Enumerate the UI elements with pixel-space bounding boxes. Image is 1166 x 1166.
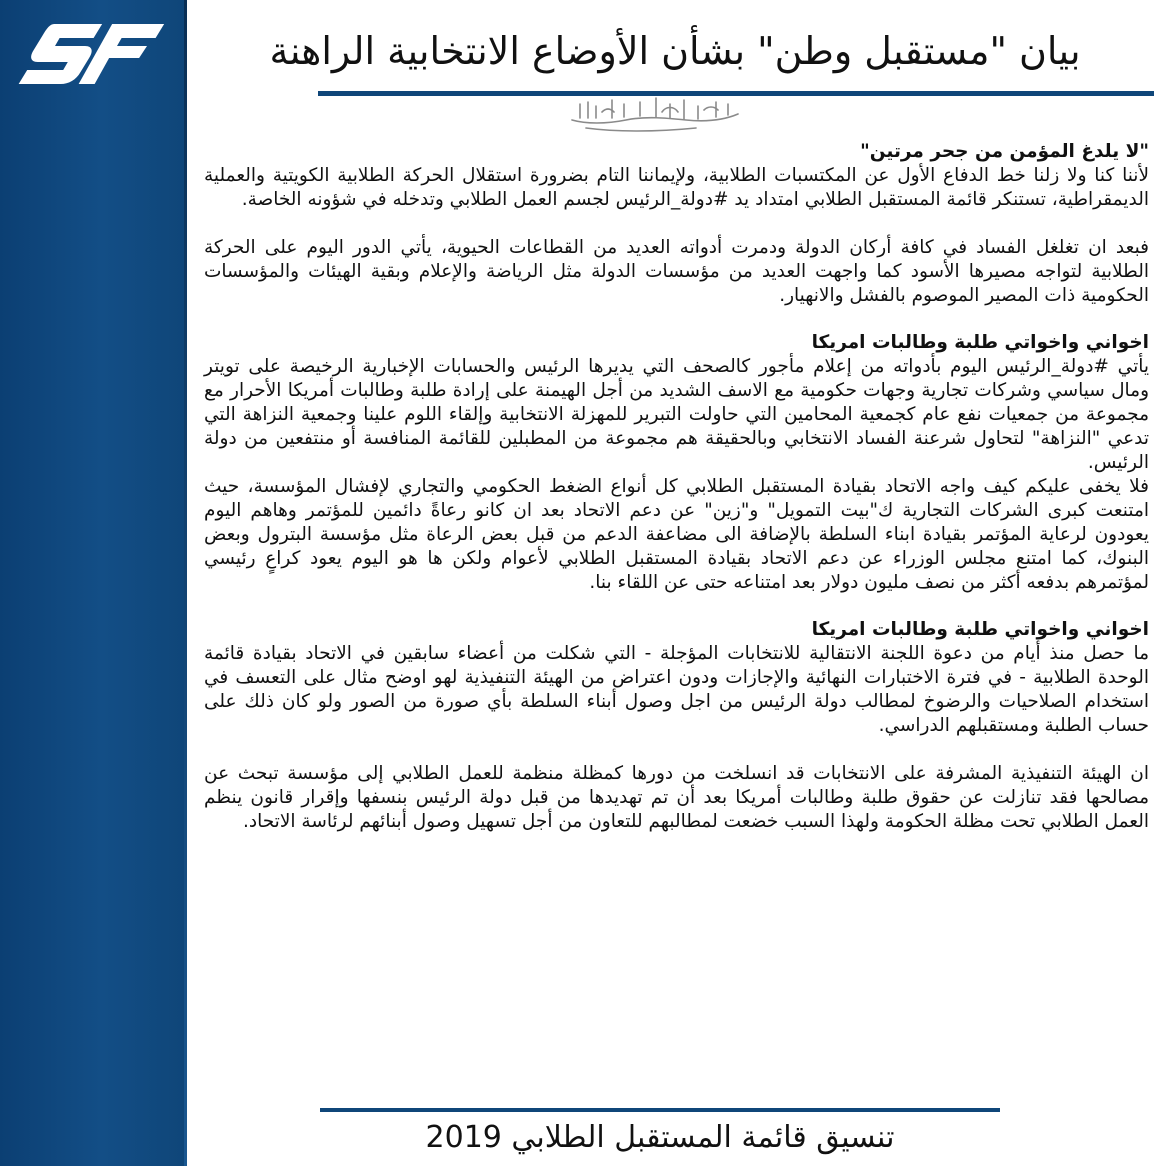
section-heading: اخواني واخواتي طلبة وطالبات امريكا bbox=[811, 332, 1149, 354]
basmala-calligraphy bbox=[566, 90, 744, 134]
sidebar-panel bbox=[0, 0, 184, 1166]
section-paragraph: يأتي #دولة_الرئيس اليوم بأدواته من إعلام مأجور كالصحف التي يديرها الرئيس والحسابات الإخبارية الرخيصة على تويتر ومال سياسي وشركات تجارية وجهات حكومية مع الاسف الشديد من أجل الهيمنة على إرادة طلبة وطالبات أمريكا الأحرار مع مجموعة من جمعيات نفع عام كجمعية المحامين التي حاولت التبرير للمهزلة الانتخابية وإلقاء اللوم علينا وجمعية النزاهة التي تدعي "النزاهة" لتحاول شرعنة الفساد الانتخابي وبالحقيقة هم مجموعة من المطبلين للقائمة المنافسة أو منتفعين من دولة الرئيس. bbox=[204, 356, 1149, 473]
section-heading: اخواني واخواتي طلبة وطالبات امريكا bbox=[811, 619, 1149, 641]
statement-title: بيان "مستقبل وطن" بشأن الأوضاع الانتخابية الراهنة bbox=[269, 29, 1081, 73]
section-paragraph: ان الهيئة التنفيذية المشرفة على الانتخابات قد انسلخت من دورها كمظلة منظمة للعمل الطلابي إلى مؤسسة تبحث عن مصالحها فقد تنازلت عن حقوق طلبة وطالبات أمريكا بعد أن تم تهديدها من قبل دولة الرئيس بنسفها وإقرار قانون ينظم العمل الطلابي تحت مظلة الحكومة ولهذا السبب خضعت لمطالبهم للتعاون من أجل تسهيل وصول أبنائهم لرئاسة الاتحاد. bbox=[204, 762, 1149, 832]
section-paragraph: لأننا كنا ولا زلنا خط الدفاع الأول عن المكتسبات الطلابية، ولإيماننا التام بضرورة استقلال الحركة الطلابية الكويتية والعملية الديمقراطية، تستنكر قائمة المستقبل الطلابي امتداد يد #دولة_الرئيس لجسم العمل الطلابي وتدخله في شؤونه الخاصة. bbox=[204, 164, 1149, 210]
statement-body bbox=[204, 140, 1149, 834]
footer-rule bbox=[320, 1108, 1000, 1112]
statement-header bbox=[200, 22, 1150, 86]
sidebar-edge bbox=[184, 0, 187, 1166]
sf-logo bbox=[14, 6, 174, 102]
section-paragraph: فلا يخفى عليكم كيف واجه الاتحاد بقيادة المستقبل الطلابي كل أنواع الضغط الحكومي والتجاري لإفشال المؤسسة، حيث امتنعت كبرى الشركات التجارية ك"بيت التمويل" و"زين" عن دعم الاتحاد بعد ان كانو رعاةً دائمين للمؤتمر وهاهم اليوم يعودون لرعاية المؤتمر بقيادة ابناء السلطة بالإضافة الى مضاعفة الدعم من قبل بعض الرعاة مثل مؤسسة البترول وبعض البنوك، كما امتنع مجلس الوزراء عن دعم الاتحاد بقيادة المستقبل الطلابي لأعوام ولكن ها هو اليوم يعود كراعٍ رئيسي لمؤتمرهم بدفعه أكثر من نصف مليون دولار بعد امتناعه حتى عن اللقاء بنا. bbox=[204, 475, 1149, 593]
footer-signature: تنسيق قائمة المستقبل الطلابي 2019 bbox=[425, 1120, 895, 1155]
section-paragraph: ما حصل منذ أيام من دعوة اللجنة الانتقالية للانتخابات المؤجلة - التي شكلت من أعضاء سابقين في الاتحاد بقيادة قائمة الوحدة الطلابية - في فترة الاختبارات النهائية والإجازات ودون اعتراض من الهيئة التنفيذية لهو اوضح مثال على التعسف في استخدام الصلاحيات والرضوخ لمطالب دولة الرئيس من اجل وصول أبناء السلطة بأي صورة من الصور ولو كان ذلك على حساب الطلبة ومستقبلهم الدراسي. bbox=[204, 643, 1149, 737]
section-heading: "لا يلدغ المؤمن من جحر مرتين" bbox=[860, 141, 1149, 162]
section-paragraph: فبعد ان تغلغل الفساد في كافة أركان الدولة ودمرت أدواته العديد من القطاعات الحيوية، يأتي الدور اليوم على الحركة الطلابية لتواجه مصيرها الأسود كما واجهت العديد من مؤسسات الدولة مثل الرياضة والإعلام وبقية الهيئات والمؤسسات الحكومية ذات المصير الموصوم بالفشل والانهيار. bbox=[204, 236, 1149, 306]
